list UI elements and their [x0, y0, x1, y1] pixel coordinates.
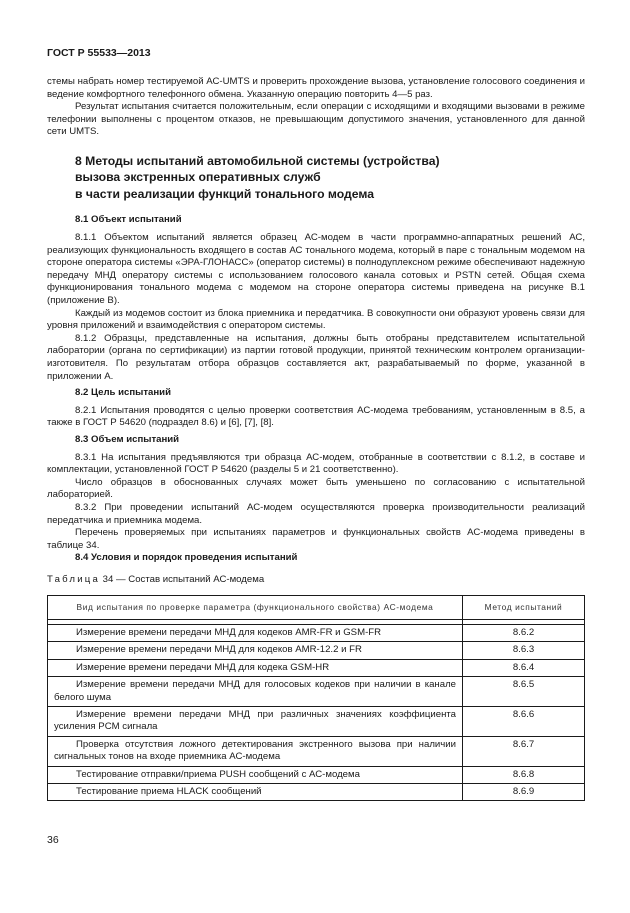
table-cell-test: Измерение времени передачи МНД для кодеков AMR-12.2 и FR	[48, 642, 463, 659]
table-row	[48, 677, 585, 707]
section-8-title-line-3: в части реализации функций тонального модема	[75, 186, 375, 201]
table-header-test-type: Вид испытания по проверке параметра (функционального свойства) АС-модема	[48, 595, 463, 619]
intro-paragraph-1: стемы набрать номер тестируемой АС-UMTS и проверить прохождение вызова, установление голосового соединения и ведение комфортного телефонного обмена. Указанную операцию повторить 4—5 раз.	[47, 76, 585, 100]
table-cell-test: Тестирование приема HLACK сообщений	[48, 783, 463, 800]
intro-paragraph-2: Результат испытания считается положительным, если операции с исходящими и входящими вызовами в режиме телефонии выполнены с процентом отказов, не превышающим допустимого значения, установленного для данной сети UMTS.	[47, 101, 585, 138]
subsection-8-2-heading: 8.2 Цель испытаний	[75, 387, 171, 399]
table-cell-method: 8.6.2	[463, 624, 585, 641]
section-8-title	[75, 153, 585, 203]
paragraph-8-2-1: 8.2.1 Испытания проводятся с целью проверки соответствия АС-модема требованиям, установленным в 8.5, а также в ГОСТ Р 54620 (подраздел 8.6) и [6], [7], [8].	[47, 404, 585, 429]
paragraph-8-3-2: 8.3.2 При проведении испытаний АС-модем осуществляются проверка производительности реализаций передатчика и приемника модема.	[47, 501, 585, 526]
paragraph-8-1-1: 8.1.1 Объектом испытаний является образец АС-модем в части программно-аппаратных решений АС, реализующих функциональность входящего в состав АС тонального модема, который в паре с тональным модемом на стороне оператора системы «ЭРА-ГЛОНАСС» (оператор системы) в полнодуплексном режиме обеспечивают надежную передачу МНД оператору системы с использованием голосового канала сотовых и PSTN сетей. Общая схема функционирования тонального модема с модемом на стороне оператора системы приведена на рисунке В.1 (приложение В).	[47, 232, 585, 307]
section-8-title-line-1: 8 Методы испытаний автомобильной системы (устройства)	[75, 153, 440, 168]
table-cell-method: 8.6.3	[463, 642, 585, 659]
section-8-title-line-2: вызова экстренных оперативных служб	[75, 170, 321, 185]
table-cell-method: 8.6.4	[463, 659, 585, 676]
table-cell-test: Измерение времени передачи МНД для голосовых кодеков при наличии в канале белого шума	[48, 677, 463, 707]
table-cell-test: Тестирование отправки/приема PUSH сообщений с АС-модема	[48, 766, 463, 783]
table-header-method: Метод испытаний	[463, 595, 585, 619]
table-cell-test: Измерение времени передачи МНД для кодеков AMR-FR и GSM-FR	[48, 624, 463, 641]
paragraph-8-3-2-cont: Перечень проверяемых при испытаниях параметров и функциональных свойств АС-модема приведены в таблице 34.	[47, 527, 585, 551]
table-header-row	[48, 595, 585, 619]
table-row	[48, 659, 585, 676]
table-cell-method: 8.6.7	[463, 736, 585, 766]
table-caption-word: Таблица	[47, 573, 101, 585]
table-row	[48, 642, 585, 659]
document-code-header: ГОСТ Р 55533—2013	[47, 47, 151, 59]
table-cell-method: 8.6.8	[463, 766, 585, 783]
paragraph-8-1-2: 8.1.2 Образцы, представленные на испытания, должны быть отобраны представителем испытательной лаборатории (органа по сертификации) из партии готовой продукции, принятой техническим контролем организации-изготовителя. По результатам отбора образцов составляется акт, разрабатываемый по форме, указанной в приложении А.	[47, 332, 585, 382]
table-cell-method: 8.6.6	[463, 706, 585, 736]
table-row	[48, 783, 585, 800]
page-content	[47, 76, 585, 801]
table-caption	[47, 574, 585, 587]
page-number: 36	[47, 834, 59, 846]
paragraph-8-3-1: 8.3.1 На испытания предъявляются три образца АС-модем, отобранные в соответствии с 8.1.2, в составе и комплектации, установленной ГОСТ Р 54620 (разделы 5 и 21 соответственно).	[47, 451, 585, 476]
table-row	[48, 624, 585, 641]
subsection-8-1-heading: 8.1 Объект испытаний	[75, 214, 182, 226]
table-cell-test: Проверка отсутствия ложного детектирования экстренного вызова при наличии сигнальных тонов на входе приемника АС-модема	[48, 736, 463, 766]
table-row	[48, 736, 585, 766]
table-cell-test: Измерение времени передачи МНД для кодека GSM-HR	[48, 659, 463, 676]
table-row	[48, 706, 585, 736]
table-cell-test: Измерение времени передачи МНД при различных значениях коэффициента усиления PCM сигнала	[48, 706, 463, 736]
paragraph-8-3-1-cont: Число образцов в обоснованных случаях может быть уменьшено по согласованию с испытательной лабораторией.	[47, 476, 585, 501]
paragraph-8-1-1-cont: Каждый из модемов состоит из блока приемника и передатчика. В совокупности они образуют уровень связи для уровня приложений и взаимодействия с оператором системы.	[47, 307, 585, 332]
table-cell-method: 8.6.9	[463, 783, 585, 800]
subsection-8-4-heading: 8.4 Условия и порядок проведения испытаний	[75, 552, 298, 564]
table-row	[48, 766, 585, 783]
table-cell-method: 8.6.5	[463, 677, 585, 707]
tests-table	[47, 595, 585, 802]
table-caption-text: 34 — Состав испытаний АС-модема	[100, 573, 265, 585]
subsection-8-3-heading: 8.3 Объем испытаний	[75, 433, 180, 445]
